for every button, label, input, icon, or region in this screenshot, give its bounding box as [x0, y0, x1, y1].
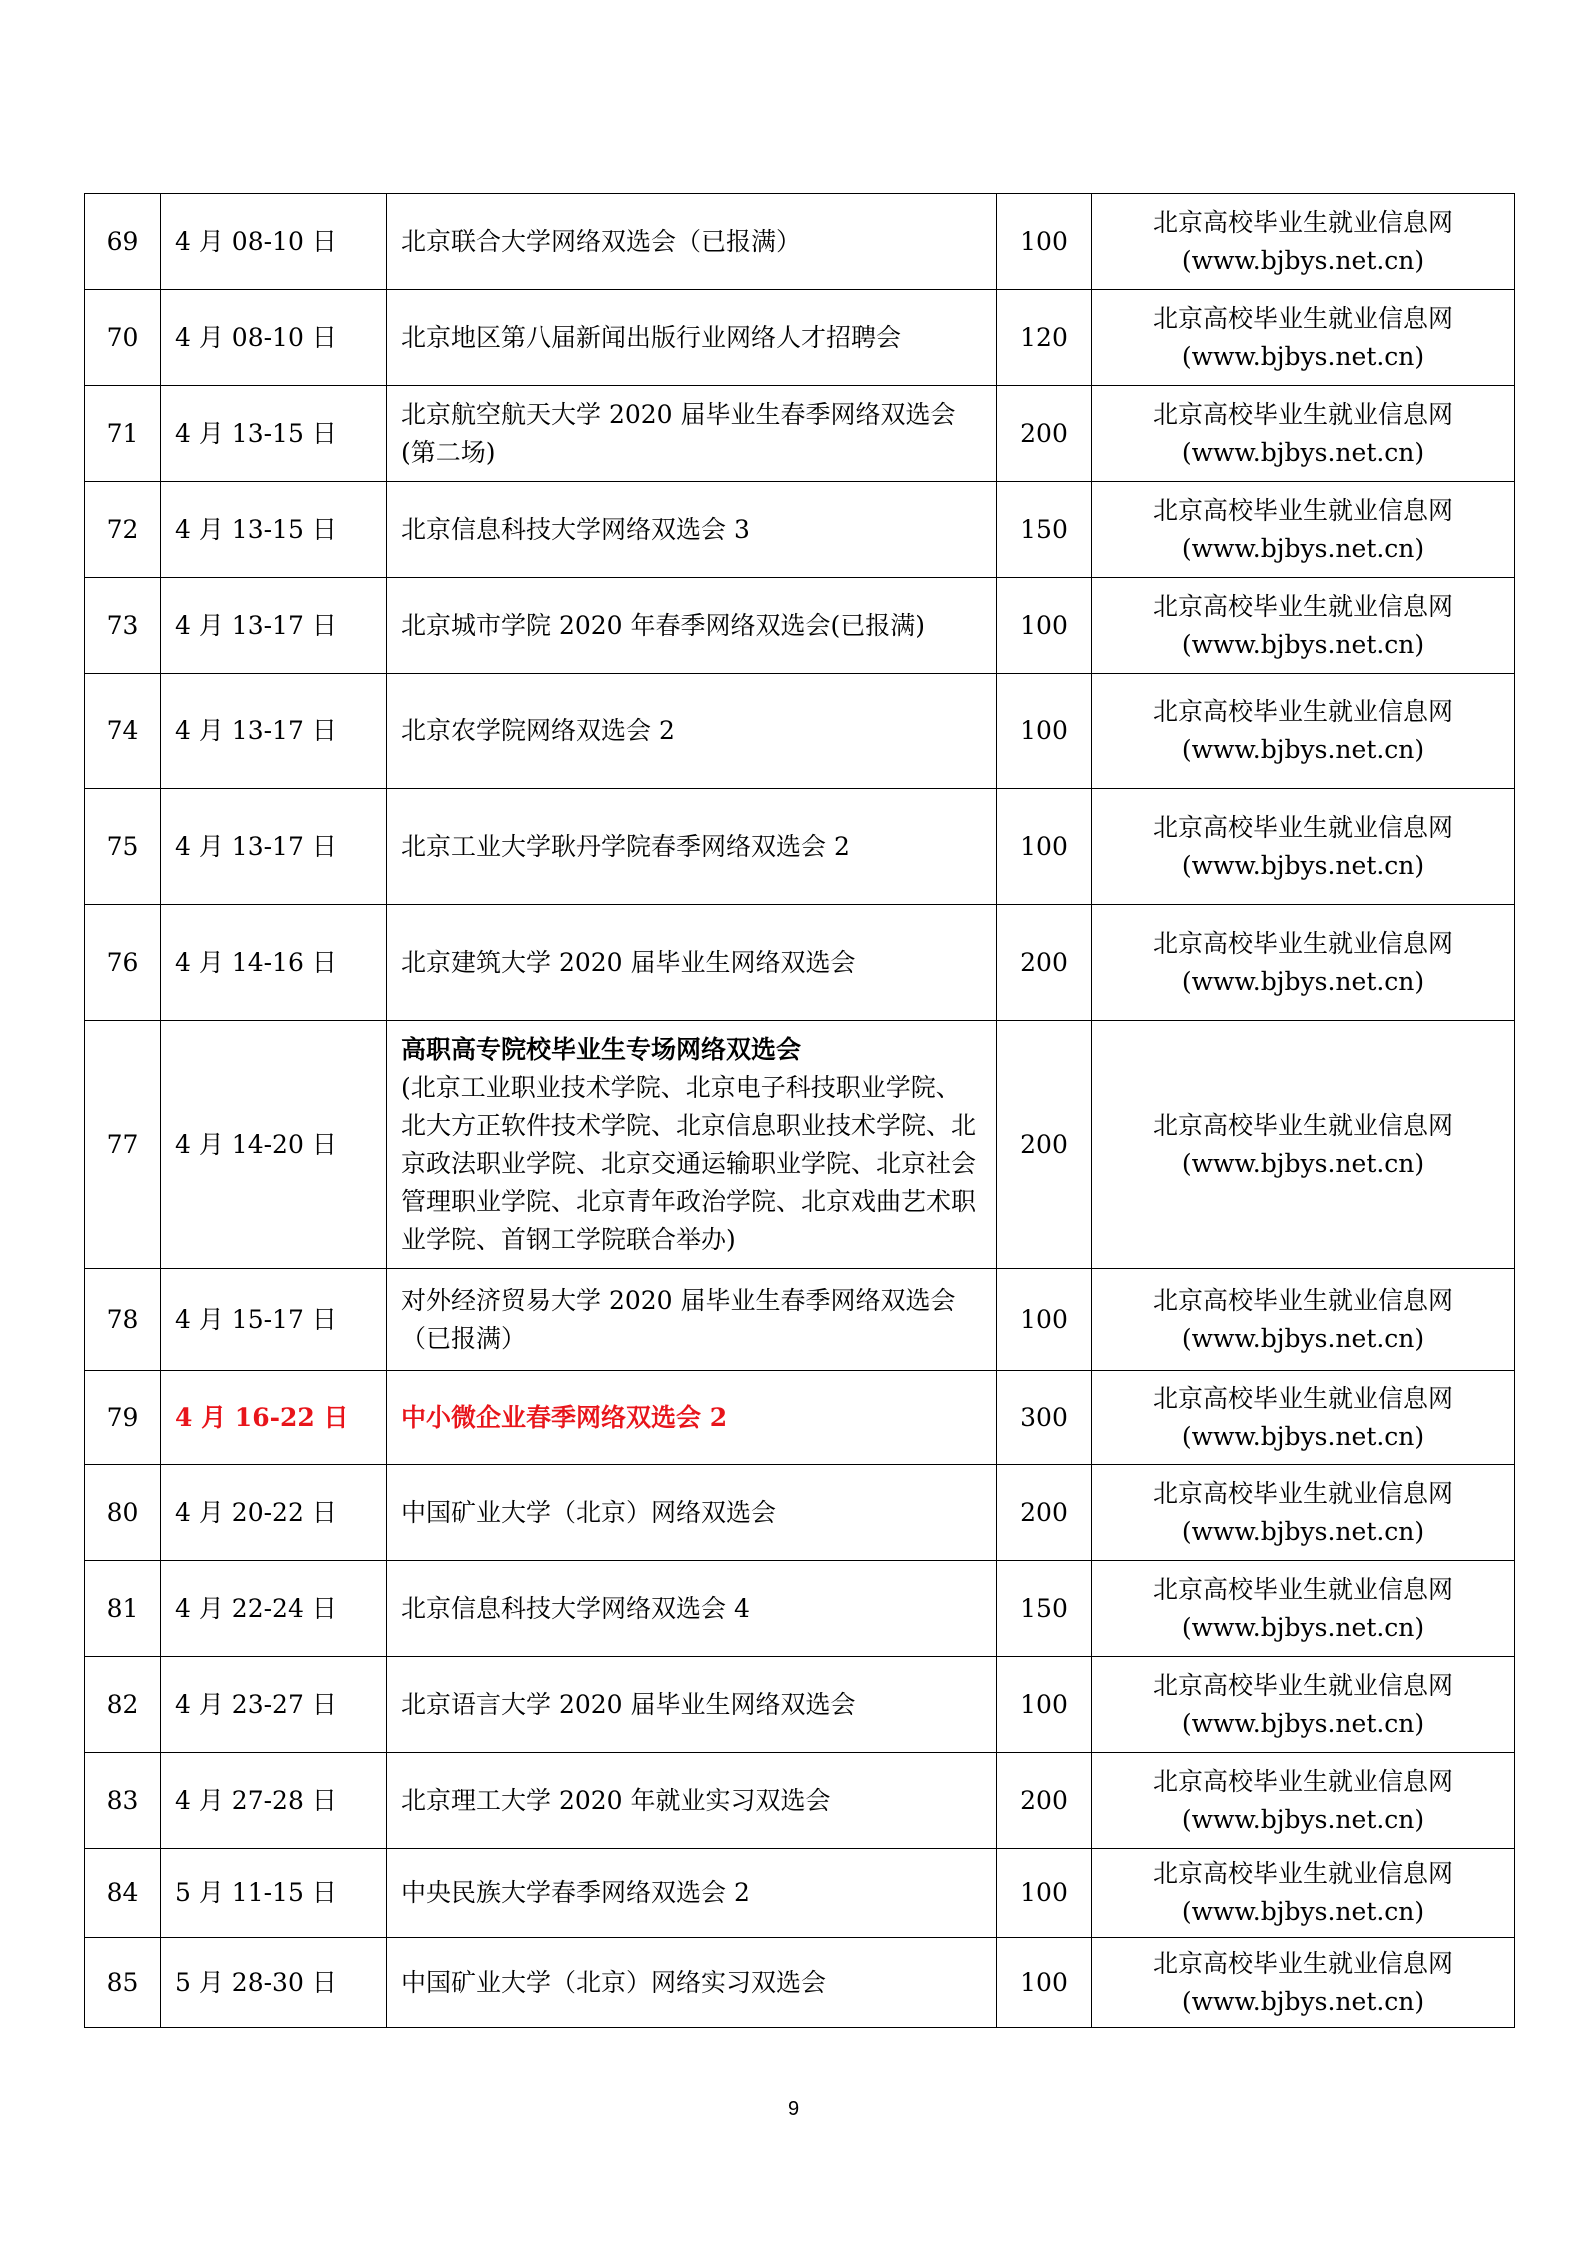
row-date: 4 月 15-17 日 [161, 1269, 387, 1371]
row-site-name: 北京高校毕业生就业信息网 [1152, 697, 1453, 726]
row-count: 100 [997, 578, 1092, 674]
events-table [84, 193, 1515, 2028]
row-count: 150 [997, 482, 1092, 578]
row-count: 100 [997, 1269, 1092, 1371]
row-site-name: 北京高校毕业生就业信息网 [1152, 303, 1453, 333]
table-row [85, 1849, 1515, 1938]
row-number: 84 [85, 1849, 161, 1938]
row-site [1092, 905, 1515, 1021]
row-site-name: 北京高校毕业生就业信息网 [1152, 399, 1453, 429]
row-number: 83 [85, 1753, 161, 1849]
row-site-url: (www.bjbys.net.cn) [1181, 735, 1425, 764]
row-site-name: 北京高校毕业生就业信息网 [1152, 1670, 1453, 1700]
row-site-name: 北京高校毕业生就业信息网 [1152, 1574, 1453, 1604]
row-date: 4 月 13-17 日 [161, 674, 387, 789]
row-date: 4 月 13-15 日 [161, 482, 387, 578]
row-event-name: 北京语言大学 2020 届毕业生网络双选会 [387, 1657, 997, 1753]
row-site-name: 北京高校毕业生就业信息网 [1152, 1948, 1453, 1978]
row-site-name: 北京高校毕业生就业信息网 [1152, 1766, 1453, 1796]
row-date: 4 月 13-17 日 [161, 578, 387, 674]
row-site-url: (www.bjbys.net.cn) [1181, 850, 1425, 880]
row-date: 4 月 16-22 日 [161, 1371, 387, 1465]
row-count: 100 [997, 194, 1092, 290]
row-site [1092, 290, 1515, 386]
row-count: 100 [997, 789, 1092, 905]
row-event-name: 北京信息科技大学网络双选会 4 [387, 1561, 997, 1657]
row-date: 4 月 22-24 日 [161, 1561, 387, 1657]
row-site [1092, 482, 1515, 578]
row-number: 75 [85, 789, 161, 905]
row-site [1092, 1938, 1515, 2028]
row-number: 72 [85, 482, 161, 578]
row-number: 82 [85, 1657, 161, 1753]
row-count: 100 [997, 1938, 1092, 2028]
table-row [85, 674, 1515, 789]
table-row [85, 1657, 1515, 1753]
row-site-url: (www.bjbys.net.cn) [1181, 1323, 1425, 1353]
row-site-url: (www.bjbys.net.cn) [1181, 341, 1425, 371]
row-event-name: 北京农学院网络双选会 2 [387, 674, 997, 789]
table-row [85, 194, 1515, 290]
row-number: 70 [85, 290, 161, 386]
row-date: 4 月 14-16 日 [161, 905, 387, 1021]
row-site-url: (www.bjbys.net.cn) [1181, 966, 1425, 996]
row-count: 200 [997, 1753, 1092, 1849]
row-date: 4 月 23-27 日 [161, 1657, 387, 1753]
table-row [85, 290, 1515, 386]
row-site-url: (www.bjbys.net.cn) [1181, 1516, 1425, 1546]
row-number: 80 [85, 1465, 161, 1561]
row-number: 76 [85, 905, 161, 1021]
row-site-name: 北京高校毕业生就业信息网 [1152, 1383, 1453, 1413]
row-site [1092, 1561, 1515, 1657]
row-count: 300 [997, 1371, 1092, 1465]
row-date: 5 月 28-30 日 [161, 1938, 387, 2028]
row-number: 69 [85, 194, 161, 290]
table-row [85, 1269, 1515, 1371]
row-site-url: (www.bjbys.net.cn) [1181, 1421, 1425, 1451]
row-site [1092, 1753, 1515, 1849]
row-event-name: 北京建筑大学 2020 届毕业生网络双选会 [387, 905, 997, 1021]
row-site [1092, 1657, 1515, 1753]
row-site [1092, 386, 1515, 482]
row-count: 200 [997, 1465, 1092, 1561]
row-count: 200 [997, 1021, 1092, 1269]
row-event-organizers: (北京工业职业技术学院、北京电子科技职业学院、北大方正软件技术学院、北京信息职业技术学院、北京政法职业学院、北京交通运输职业学院、北京社会管理职业学院、北京青年政治学院、北京戏曲艺术职业学院、首钢工学院联合举办) [401, 1072, 977, 1254]
row-count: 120 [997, 290, 1092, 386]
row-site-name: 北京高校毕业生就业信息网 [1152, 928, 1453, 958]
row-date: 4 月 13-15 日 [161, 386, 387, 482]
row-site [1092, 1465, 1515, 1561]
table-row [85, 1561, 1515, 1657]
row-site [1092, 578, 1515, 674]
row-count: 150 [997, 1561, 1092, 1657]
row-site-url: (www.bjbys.net.cn) [1181, 245, 1425, 275]
row-event-title: 高职高专院校毕业生专场网络双选会 [401, 1034, 802, 1064]
row-event-name: 北京信息科技大学网络双选会 3 [387, 482, 997, 578]
row-number: 81 [85, 1561, 161, 1657]
table-row [85, 578, 1515, 674]
row-site-url: (www.bjbys.net.cn) [1181, 437, 1425, 467]
row-event-name: 北京理工大学 2020 年就业实习双选会 [387, 1753, 997, 1849]
table-row-highlighted [85, 1371, 1515, 1465]
row-site-name: 北京高校毕业生就业信息网 [1152, 812, 1453, 842]
row-date: 4 月 20-22 日 [161, 1465, 387, 1561]
row-count: 100 [997, 1849, 1092, 1938]
row-site-url: (www.bjbys.net.cn) [1181, 1148, 1425, 1178]
row-site-name: 北京高校毕业生就业信息网 [1152, 1110, 1453, 1140]
row-date: 4 月 14-20 日 [161, 1021, 387, 1269]
row-event-name [387, 1021, 997, 1269]
row-count: 100 [997, 1657, 1092, 1753]
table-row [85, 789, 1515, 905]
table-row [85, 1753, 1515, 1849]
row-site-url: (www.bjbys.net.cn) [1181, 1708, 1425, 1738]
row-date: 5 月 11-15 日 [161, 1849, 387, 1938]
row-site [1092, 1849, 1515, 1938]
row-date: 4 月 27-28 日 [161, 1753, 387, 1849]
row-event-name: 对外经济贸易大学 2020 届毕业生春季网络双选会（已报满） [387, 1269, 997, 1371]
row-event-name: 北京联合大学网络双选会（已报满） [387, 194, 997, 290]
row-event-name: 中小微企业春季网络双选会 2 [387, 1371, 997, 1465]
row-event-name: 北京工业大学耿丹学院春季网络双选会 2 [387, 789, 997, 905]
row-date: 4 月 13-17 日 [161, 789, 387, 905]
row-event-name: 中国矿业大学（北京）网络双选会 [387, 1465, 997, 1561]
row-site-url: (www.bjbys.net.cn) [1181, 1897, 1425, 1926]
row-site-name: 北京高校毕业生就业信息网 [1152, 1859, 1453, 1888]
table-row [85, 386, 1515, 482]
table-row [85, 1465, 1515, 1561]
row-site [1092, 1021, 1515, 1269]
events-table-body [85, 194, 1515, 2028]
row-site-url: (www.bjbys.net.cn) [1181, 1804, 1425, 1834]
row-site-name: 北京高校毕业生就业信息网 [1152, 495, 1453, 525]
row-event-name: 中央民族大学春季网络双选会 2 [387, 1849, 997, 1938]
page-number: 9 [787, 2098, 800, 2120]
row-site [1092, 789, 1515, 905]
row-date: 4 月 08-10 日 [161, 290, 387, 386]
table-row [85, 905, 1515, 1021]
row-site-name: 北京高校毕业生就业信息网 [1152, 1285, 1453, 1315]
row-site [1092, 674, 1515, 789]
row-number: 77 [85, 1021, 161, 1269]
row-number: 73 [85, 578, 161, 674]
row-event-name: 北京城市学院 2020 年春季网络双选会(已报满) [387, 578, 997, 674]
row-site [1092, 1269, 1515, 1371]
row-site-name: 北京高校毕业生就业信息网 [1152, 207, 1453, 237]
table-row [85, 1021, 1515, 1269]
row-site-name: 北京高校毕业生就业信息网 [1152, 1478, 1453, 1508]
row-site-url: (www.bjbys.net.cn) [1181, 1612, 1425, 1642]
row-number: 74 [85, 674, 161, 789]
row-site [1092, 1371, 1515, 1465]
row-number: 79 [85, 1371, 161, 1465]
row-date: 4 月 08-10 日 [161, 194, 387, 290]
table-row [85, 482, 1515, 578]
row-count: 100 [997, 674, 1092, 789]
row-site-url: (www.bjbys.net.cn) [1181, 1986, 1425, 2016]
row-event-name: 中国矿业大学（北京）网络实习双选会 [387, 1938, 997, 2028]
table-row [85, 1938, 1515, 2028]
row-site-name: 北京高校毕业生就业信息网 [1152, 591, 1453, 621]
row-site-url: (www.bjbys.net.cn) [1181, 629, 1425, 659]
row-count: 200 [997, 386, 1092, 482]
row-number: 71 [85, 386, 161, 482]
row-count: 200 [997, 905, 1092, 1021]
row-site-url: (www.bjbys.net.cn) [1181, 533, 1425, 563]
row-event-name: 北京地区第八届新闻出版行业网络人才招聘会 [387, 290, 997, 386]
row-event-name: 北京航空航天大学 2020 届毕业生春季网络双选会(第二场) [387, 386, 997, 482]
row-number: 78 [85, 1269, 161, 1371]
row-number: 85 [85, 1938, 161, 2028]
row-site [1092, 194, 1515, 290]
